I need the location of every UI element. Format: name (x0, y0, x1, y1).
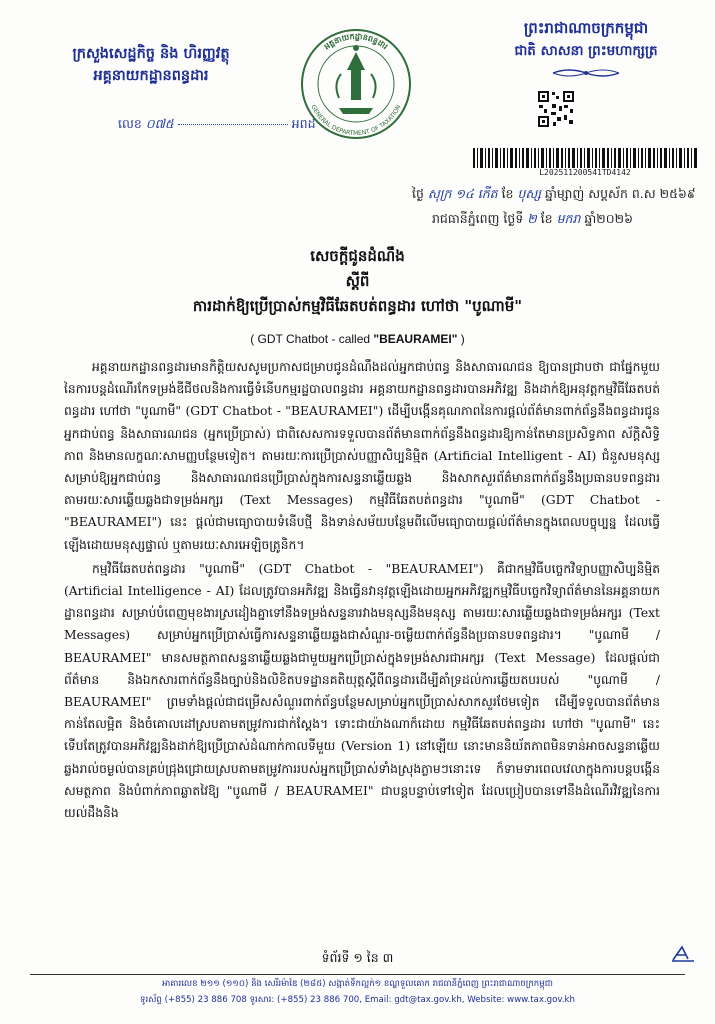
lunar-weekday: សុក្រ (427, 186, 452, 201)
seal-khmer-text: អគ្គនាយកដ្ឋានពន្ធដារ (322, 31, 390, 52)
ref-number: ០៧៥ (145, 116, 174, 131)
kingdom-motto: ជាតិ សាសនា ព្រះមហាក្សត្រ (514, 43, 658, 59)
lunar-date (412, 186, 696, 205)
barcode-id: L202511200541TD4142 (539, 168, 631, 177)
footer-divider (30, 974, 685, 975)
footer-contact: ទូរស័ព្ទ (+855) 23 886 708 ទូរសារ: (+855) 23 886 700, Email: gdt@tax.gov.kh, Website: www.tax.gov.kh (140, 995, 575, 1005)
subtitle-chatbot-name: "BEAURAMEI" (373, 332, 458, 346)
lunar-month-prefix: ខែ (501, 186, 514, 201)
solar-date (432, 211, 633, 230)
lunar-phase: កើត (477, 186, 498, 201)
body-paragraph-2: កម្មវិធីឆែតបត់ពន្ធដារ "បូណាមី" (GDT Chatbot - "BEAURAMEI") គឺជាកម្មវិធីបច្ចេកវិទ្យាបញ្ញាសិប្បនិម្មិត (Artificial Intelligence - AI) ដែលត្រូវបានអភិវឌ្ឍ និងធ្វើនវានុវត្តឡើងដោយអ្នកអភិវឌ្ឍកម្មវិធីបច្ចេកវិទ្យាព័ត៌មាននៃអគ្គនាយកដ្ឋានពន្ធដារ សម្រាប់បំពេញមុខងារស្រដៀងគ្នាទៅនឹងទម្រង់សន្ទនារវាងមនុស្សនឹងមនុស្ស តាមរយៈសារឆ្លើយឆ្លងជាទម្រង់អក្សរ (Text Messages) សម្រាប់អ្នកប្រើប្រាស់ធ្វើការសន្ទនាឆ្លើយឆ្លងជាសំណួរ-ចម្លើយពាក់ព័ន្ធនឹងប្រធានបទពន្ធដារ។ "បូណាមី / BEAURAMEI" មានសមត្ថភាពសន្ទនាឆ្លើយឆ្លងជាមួយអ្នកប្រើប្រាស់ក្នុងទម្រង់សារជាអក្សរ (Text Message) ដែលផ្តល់ជាព័ត៌មាន និងឯកសារពាក់ព័ន្ធនឹងច្បាប់និងលិខិតបទដ្ឋានគតិយុត្តស្តីពីពន្ធដារដើម្បីគាំទ្រដល់ការឆ្លើយតបរបស់ "បូណាមី / BEAURAMEI" ព្រមទាំងផ្តល់ជាជម្រើសសំណួរពាក់ព័ន្ធបន្ថែមសម្រាប់អ្នកប្រើប្រាស់សាកសួរថែមទៀត ដើម្បីទទួលបានព័ត៌មានកាន់តែលម្អិត និងចំគោលដៅស្របតាមតម្រូវការជាក់ស្តែង។ ទោះជាយ៉ាងណាក៏ដោយ កម្មវិធីឆែតបត់ពន្ធដារ ហៅថា "បូណាមី" នេះ ទើបតែត្រូវបានអភិវឌ្ឍនិងដាក់ឱ្យប្រើប្រាស់ដំណាក់កាលទីមួយ (Version 1) នៅឡើយ នោះមាននិយ័តភាពមិនទាន់អាចសន្ទនាឆ្លើយឆ្លងរាល់ចម្ងល់បានគ្រប់ជ្រុងជ្រោយស្របតាមតម្រូវការរបស់អ្នកប្រើប្រាស់ទាំងស្រុងភ្លាមៗនោះទេ ក៏ទាមទារពេលវេលាក្នុងការបន្តបង្កើនសមត្ថភាព និងបំពាក់ភាពឆ្លាតវៃឱ្យ "បូណាមី / BEAURAMEI" ជាបន្តបន្ទាប់ទៅទៀត ដែលប្រៀបបានទៅនឹងដំណើរវិវឌ្ឍនៃការយល់ដឹងនិង (64, 561, 660, 821)
lunar-rest: ឆ្នាំម្សាញ់ សប្តស័ក ព.ស ២៥៦៩ (545, 186, 696, 201)
subject-title: ការដាក់ឱ្យប្រើប្រាស់កម្មវិធីឆែតបត់ពន្ធដារ ហៅថា "បូណាមី" (192, 297, 523, 315)
subtitle-close: ) (457, 332, 465, 346)
qr-code-icon[interactable] (537, 90, 575, 128)
solar-prefix: រាជធានីភ្នំពេញ ថ្ងៃទី (432, 211, 524, 226)
subtitle (0, 332, 715, 346)
document-body (64, 356, 660, 826)
kingdom-title: ព្រះរាជាណាចក្រកម្ពុជា (523, 19, 649, 37)
body-paragraph-1: អគ្គនាយកដ្ឋានពន្ធដារមានកិត្តិយសសូមប្រកាសជម្រាបជូនដំណឹងដល់អ្នកជាប់ពន្ធ និងសាធារណជន ឱ្យបានជ្រាបថា ជាផ្នែកមួយនៃការបន្តដំណើរកែទម្រង់ឌីជីថលនិងការធ្វើទំនើបកម្មរដ្ឋបាលពន្ធដារ អគ្គនាយកដ្ឋានពន្ធដារបានអភិវឌ្ឍ និងដាក់ឱ្យអនុវត្តកម្មវិធីឆែតបត់ពន្ធដារ ហៅថា "បូណាមី" (GDT Chatbot - "BEAURAMEI") ដើម្បីបង្កើនគុណភាពនៃការផ្តល់ព័ត៌មានពាក់ព័ន្ធនឹងពន្ធដារជូនអ្នកជាប់ពន្ធ និងសាធារណជន (អ្នកប្រើប្រាស់) ជាពិសេសការទទួលបានព័ត៌មានពាក់ព័ន្ធនឹងពន្ធដារឱ្យកាន់តែមានប្រសិទ្ធភាព ស័ក្តិសិទ្ធិភាព និងមានលក្ខណៈសាមញ្ញបន្ថែមទៀត។ តាមរយៈការប្រើប្រាស់បញ្ញាសិប្បនិម្មិត (Artificial Intelligent - AI) ជំនួសមនុស្សសម្រាប់ឱ្យអ្នកជាប់ពន្ធ និងសាធារណជនប្រើប្រាស់ក្នុងការសន្ទនាឆ្លើយឆ្លង និងសាកសួរព័ត៌មានពាក់ព័ន្ធនឹងប្រធានបទពន្ធដារ តាមរយៈសារឆ្លើយឆ្លងជាទម្រង់អក្សរ (Text Messages) កម្មវិធីឆែតបត់ពន្ធដារ "បូណាមី" (GDT Chatbot - "BEAURAMEI") នេះ ផ្តល់ជាមធ្យោបាយទំនើបថ្មី និងទាន់សម័យបន្ថែមពីលើមធ្យោបាយផ្តល់ព័ត៌មានក្នុងពេលបច្ចុប្បន្ន ដែលធ្វើឡើងដោយមនុស្សផ្ទាល់ ឬតាមរយៈសារអេឡិចត្រូនិក។ (64, 360, 660, 552)
subtitle-open: ( GDT Chatbot - called (250, 332, 374, 346)
handwritten-initial-icon (670, 945, 696, 963)
footer-address: អាគារលេខ ២១១ (១១០) និង សេរីរម៉ាឌៃ (២៨៥) សង្កាត់ទឹកល្អក់១ ខណ្ឌទួលគោក រាជធានីភ្នំពេញ ព្រះរាជាណាចក្រកម្ពុជា (162, 979, 553, 989)
lunar-day: ១៤ (455, 186, 474, 201)
seal-english-text: GENERAL DEPARTMENT OF TAXATION (309, 103, 403, 138)
document-type-title: សេចក្តីជូនដំណឹង (310, 247, 405, 265)
ornament-divider-icon (551, 66, 621, 80)
barcode-icon (473, 148, 697, 168)
department-name: អគ្គនាយកដ្ឋានពន្ធដារ (93, 67, 209, 84)
ministry-name: ក្រសួងសេដ្ឋកិច្ច និង ហិរញ្ញវត្ថុ (72, 45, 230, 62)
lunar-month: បុស្ស (517, 186, 542, 201)
ref-prefix: លេខ (118, 116, 142, 131)
ref-dots (178, 124, 288, 125)
subject-label: ស្តីពី (345, 272, 370, 290)
gdt-seal-icon (281, 22, 431, 142)
solar-day: ២ (527, 211, 537, 226)
page-number: ទំព័រទី ១ នៃ ៣ (321, 950, 394, 965)
solar-month-prefix: ខែ (540, 211, 553, 226)
lunar-prefix: ថ្ងៃ (412, 186, 424, 201)
ref-suffix: អពដ (291, 116, 316, 131)
solar-month: មករា (556, 211, 581, 226)
solar-year: ឆ្នាំ២០២៦ (584, 211, 633, 226)
